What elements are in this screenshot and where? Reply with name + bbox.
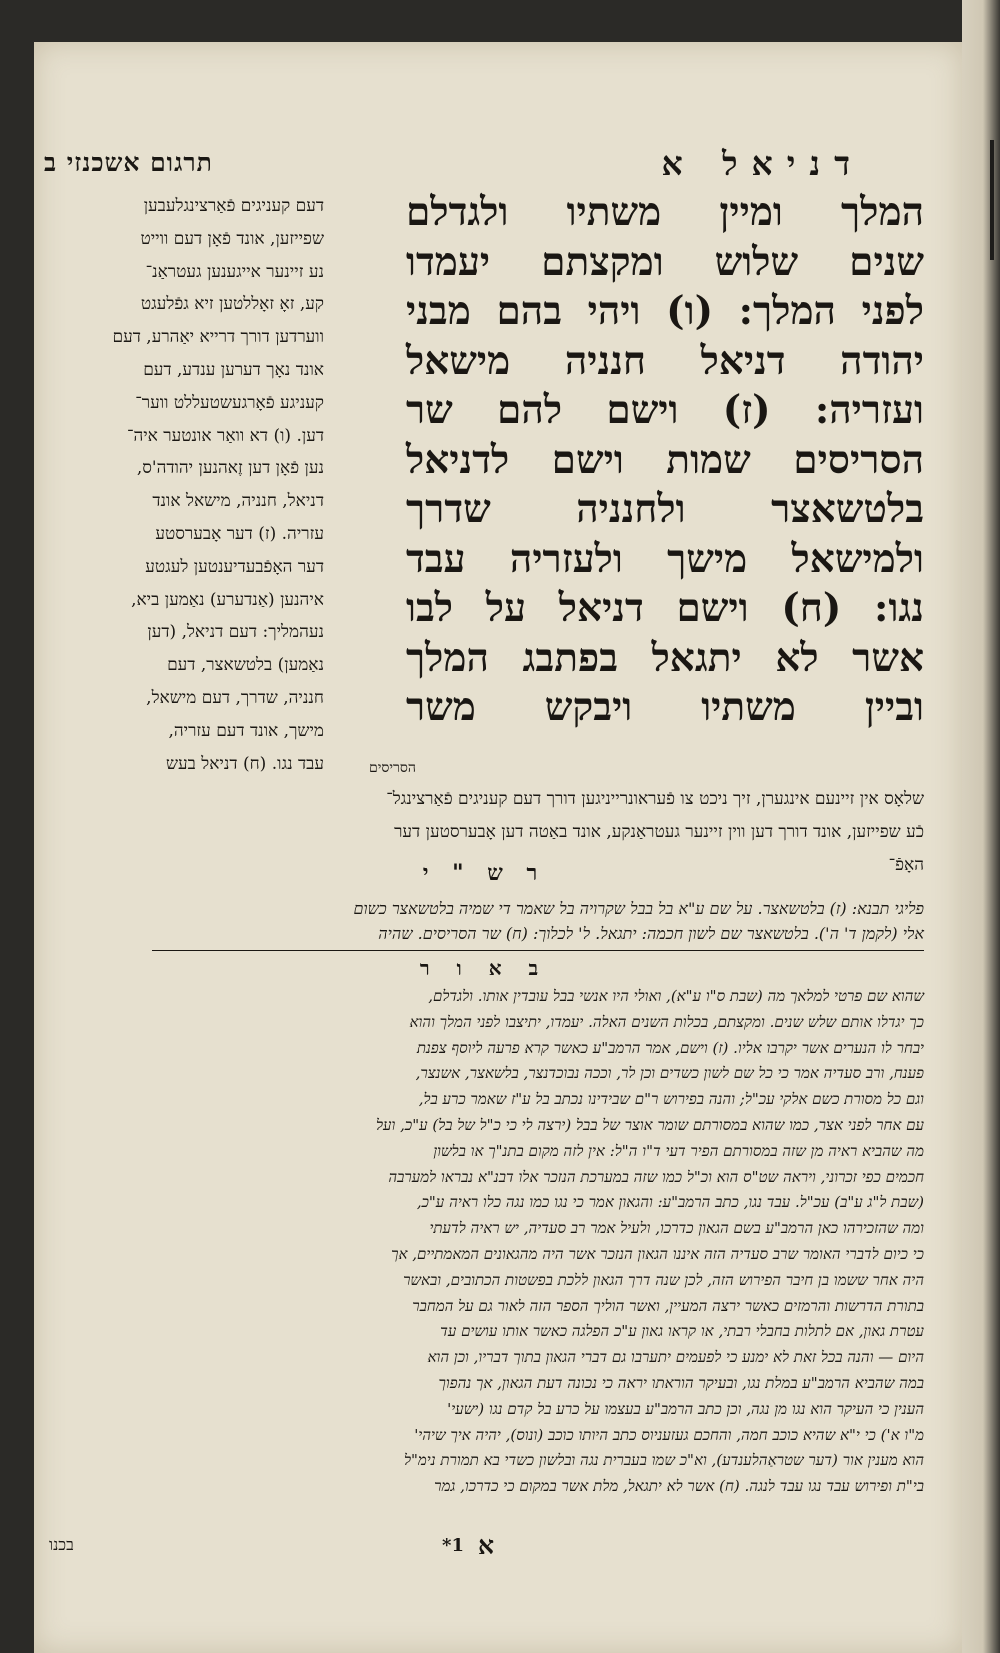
catchword-footer: בכנו (49, 1535, 74, 1554)
main-line: ולמישאל מישך ולעזריה עבד (406, 535, 924, 582)
main-hebrew-text (406, 188, 924, 733)
signature-mark: א (477, 1531, 494, 1560)
biur-line: כך יגדלו אותם שלש שנים. ומקצתם, בכלות השנים האלה. יעמדו, יתיצבו לפני המלך והוא (409, 1012, 924, 1031)
page-content (44, 70, 924, 1605)
german-line: חנניה, שדרך, דעם מישאל, (146, 687, 324, 708)
full-line: שלאָס אין זיינעם אינגערן, זיך ניכט צו פֿעראונרייניגען דורך דעם קעניגים פֿאַרצינגל־ (386, 789, 924, 809)
biur-line: עטרת גאון, אם לתלות בחבלי רבתי, או קראו גאון ע"כ הפלגה כאשר אותו עושים עד (440, 1322, 924, 1341)
german-line: דעם קעניגים פֿאַרצינגלעבען (143, 196, 324, 216)
main-line: שנים שלוש ומקצתם יעמדו (406, 238, 924, 285)
main-line: לפני המלך: (ו) ויהי בהם מבני (406, 288, 924, 334)
rashi-commentary (44, 896, 924, 946)
header-title: דניאל א (661, 144, 864, 183)
biur-line: הענין כי העיקר הוא נגו מן נגה, וכן כתב הרמב"ע בעצמו על כרע בל קדם נגו (ישעי' (447, 1399, 924, 1418)
biur-line: (שבת ל"ג ע"ב) עכ"ל. עבד נגו, כתב הרמב"ע: והגאון אמר כי נגו כמו נגה כלו ראיה ע"כ, (416, 1193, 924, 1212)
rashi-line: אלי (לקמן ד' ה'). בלטשאצר שם לשון חכמה: יתגאל. ל' לכלוך: (ח) שר הסריסים. שהיה (378, 924, 924, 943)
german-line: קע, זאָ זאָללטען זיא גפֿלעגט (140, 294, 324, 315)
german-line: עבד נגו. (ח) דניאל בעש (166, 753, 324, 774)
german-line: נען פֿאָן דען זֶאהנען יהודה'ס, (136, 458, 324, 479)
biur-line: כי כיום לדברי האומר שרב סעדיה הזה איננו הגאון הנזכר אשר היה מהגאונים המאמתיים, אך (391, 1244, 924, 1263)
rashi-heading: ר ש " י (422, 860, 546, 886)
main-line: המלך ומיין משתיו ולגדלם (406, 189, 924, 235)
german-line: איהנען (אַנדערע) נאַמען ביא, (131, 589, 324, 610)
german-line: קעניגע פֿאָרגעשטעללט ווער־ (135, 392, 324, 413)
german-line: נע זיינער אייגענען געטראַנ־ (145, 261, 324, 282)
biur-line: וגם כל מסורת כשם אלקי עכ"ל; והנה בפירוש ר"ם שבידינו נכתב בל ע"ז שאמר כרע בל, (418, 1090, 924, 1109)
running-header (44, 144, 924, 192)
biur-line: מ"ו א') כי י"א שהיא כוכב חמה, והחכם געזעניוס כתב היותו כוכב (ונוס), יהיה איך שיהי' (414, 1425, 924, 1444)
page-footer (44, 1531, 924, 1565)
biur-line: פענח, ורב סעדיה אמר כי כל שם לשון כשדים וכן לר, וככה נבוכדנצר, בלשאצר, אשנצר, (415, 1064, 924, 1083)
full-line: כֿע שפייזען, אונד דורך דען ווין זיינער געטראַנקע, אונד באַטה דען אָבערסטען דער (394, 822, 924, 842)
biur-line: במה שהביא הרמב"ע במלת נגו, ובעיקר הוראתו יראה כי נכונה דעת הגאון, אך נהפוך (438, 1373, 924, 1392)
main-line: הסריסים שמות וישם לדניאל (406, 436, 924, 483)
biur-line: בתורת הדרשות והרמזים כאשר ירצה המעיין, ואשר הוליך הספר הזה לאור גם על המחבר (412, 1296, 924, 1315)
catchword-main: הסריסים (369, 760, 416, 776)
german-line: אונד נאָך דערען ענדע, דעם (143, 359, 324, 380)
german-line: דער האָפֿבעדיענטען לעגטע (145, 556, 324, 577)
german-line: נאַמען) בלטשאצר, דעם (167, 655, 324, 676)
biur-line: שהוא שם פרטי למלאך מה (שבת ס"ו ע"א), ואולי היו אנשי בבל עובדין אותו. ולגדלם, (428, 987, 924, 1005)
main-line: ועזריה: (ז) וישם להם שר (406, 387, 924, 433)
biur-line: חכמים כפי זכרוני, ויראה שט"ס הוא וכ"ל כמו שזה במערכת הנזכר אלו דבנ"א נבראו למערבה (388, 1167, 924, 1186)
main-line: נגו: (ח) וישם דניאל על לבו (406, 585, 924, 631)
book-edge (962, 0, 1000, 1653)
biur-line: יבחר לו הנערים אשר יקרבו אליו. (ז) וישם, אמר הרמב"ע כאשר קרא פרעה ליוסף צפנת (416, 1038, 924, 1057)
biur-line: עם אחר לפני אצר, כמו שהוא במסורתם שומר אוצר של בבל (ירצה לי כי כ"ל של בל) ע"כ, ועל (375, 1115, 924, 1134)
german-line: ווערדען דורך דרייא יאַהרע, דעם (112, 327, 324, 348)
divider-rule (152, 950, 924, 951)
german-line: שפייזען, אונד פֿאָן דעם ווייט (140, 228, 324, 249)
biur-heading: ב א ו ר (419, 956, 549, 980)
full-line: האָפֿ־ (888, 855, 924, 875)
biur-commentary (44, 984, 924, 1500)
main-line: בלטשאצר ולחנניה שדרך (406, 486, 924, 532)
biur-line: הוא מענין אור (דער שטראַהלענדע), וא"כ שמו בעברית נגה ובלשון כשדי בא תמורת נימ"ל (403, 1451, 924, 1470)
german-line: עזריה. (ז) דער אָבערסטע (155, 523, 324, 544)
german-line: דען. (ו) דא וואַר אונטער איה־ (126, 425, 324, 446)
rashi-line: פליגי תבנא: (ז) בלטשאצר. על שם ע"א בל בבל שקרויה בל שאמר די שמיה בלטשאצר כשום (353, 899, 924, 918)
biur-line: היום — והנה בכל זאת לא ימנע כי לפעמים יתערבו גם דברי הגאון בתוך דבריו, וכן הוא (427, 1348, 924, 1367)
german-line: מישך, אונד דעם עזריה, (168, 720, 324, 741)
biur-line: מה שהביא ראיה מן שזה במסורתם הפיר דעי ד"ו ה"ל: אין לזה מקום בתנ"ך או בלשון (433, 1141, 924, 1160)
main-line: יהודה דניאל חנניה מישאל (406, 337, 924, 384)
german-translation-column (44, 190, 324, 780)
german-line: דניאל, חנניה, מישאל אונד (152, 491, 324, 512)
biur-line: היה אחר ששמו בן חיבר הפירוש הזה, לכן שנה דרך הגאון ללכת בפשטות הכתובים, ובאשר (403, 1270, 924, 1289)
main-line: וביין משתיו ויבקש משר (406, 684, 924, 730)
german-line: נעהמליך: דעם דניאל, (דען (147, 622, 324, 643)
main-line: אשר לא יתגאל בפתבג המלך (406, 634, 924, 681)
page-number: 1* (442, 1535, 464, 1556)
header-translation-label: תרגום אשכנזי ב (44, 148, 213, 177)
biur-line: בי"ת ופירוש עבד נגו עבד לנגה. (ח) אשר לא יתגאל, מלת אשר במקום כי כדרכו, גמר (434, 1477, 924, 1496)
edge-strip (990, 140, 994, 260)
biur-line: ומה שהזכירהו כאן הרמב"ע בשם הגאון כדרכו, ולעיל אמר רב סעדיה, יש ראיה לדעתי (429, 1219, 924, 1238)
